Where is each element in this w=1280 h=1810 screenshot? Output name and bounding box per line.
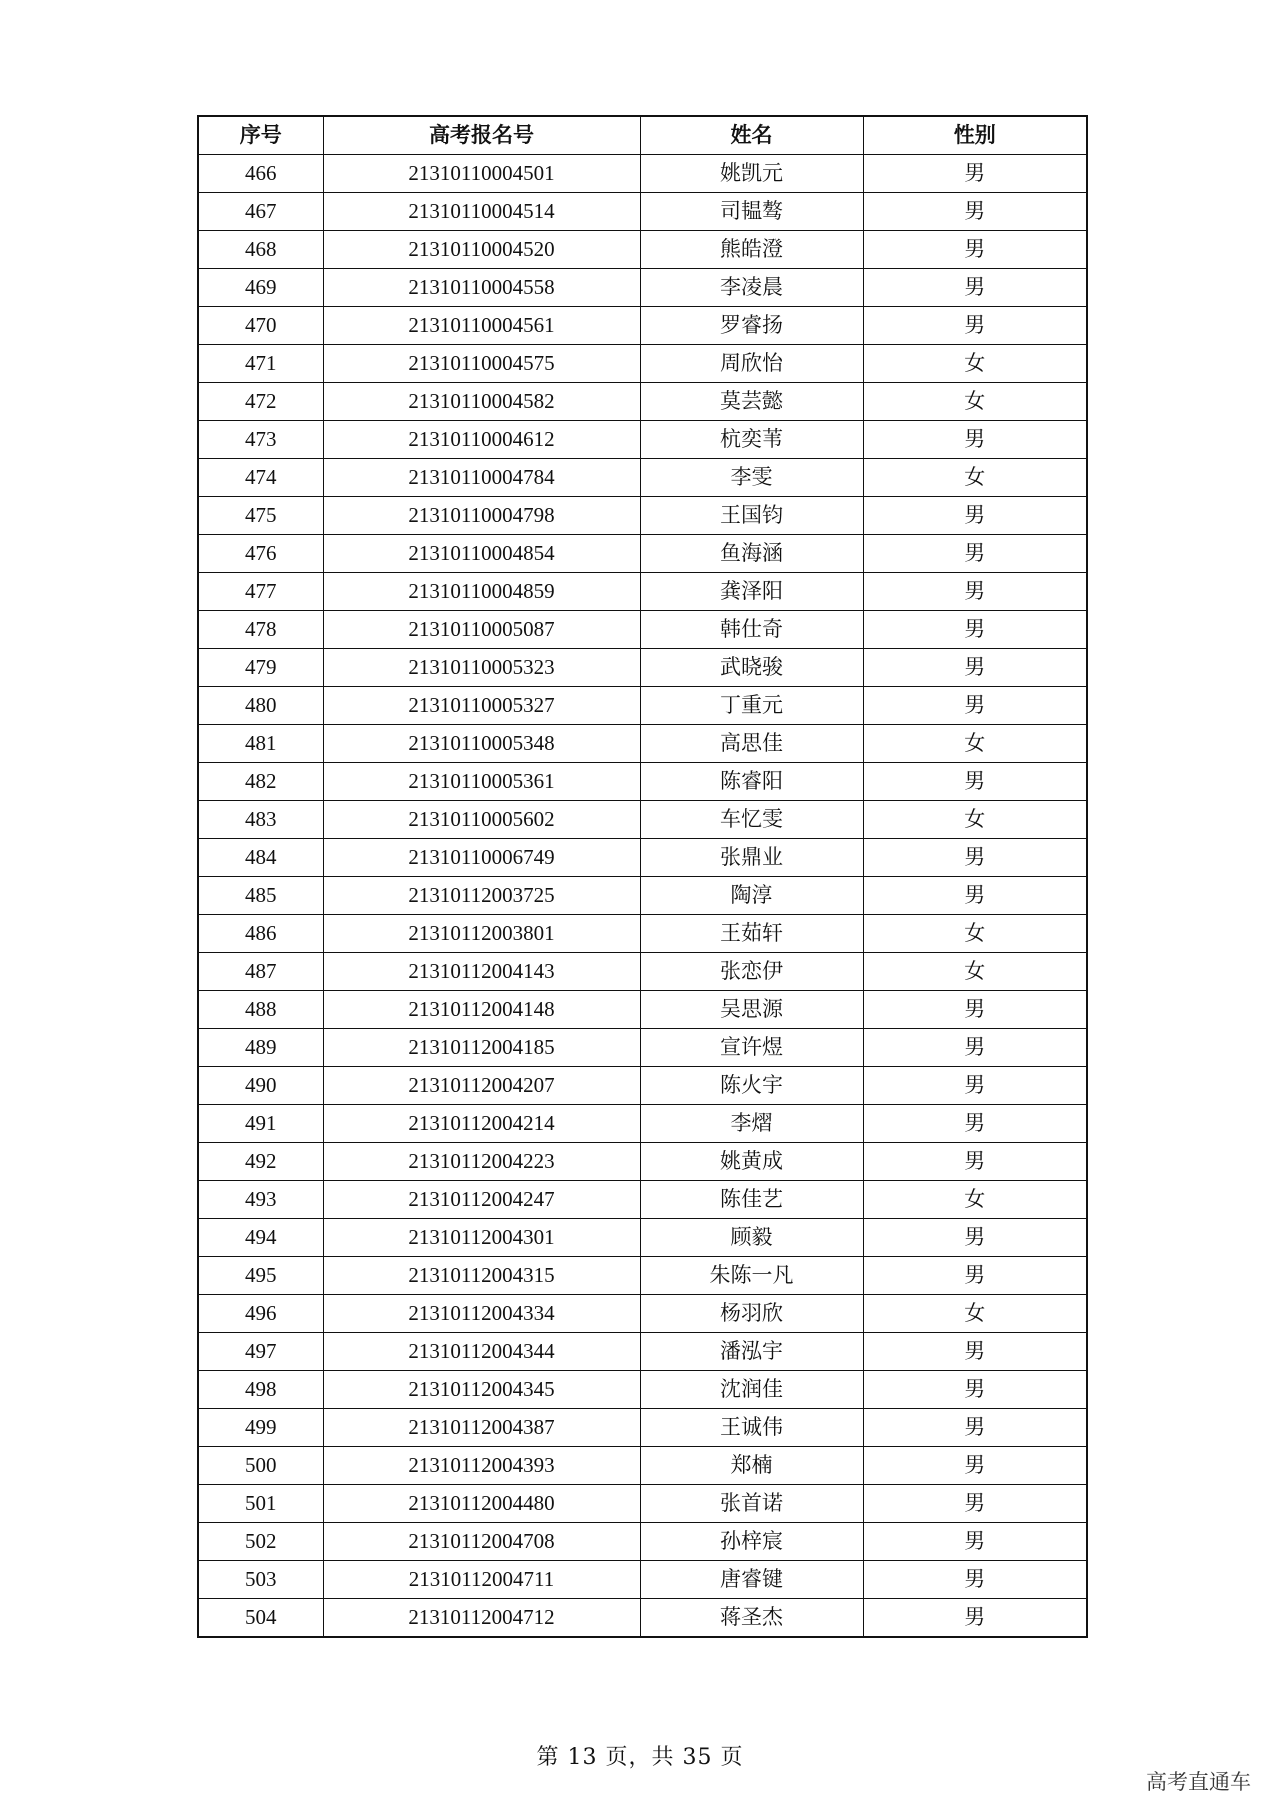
cell-name: 高思佳	[640, 725, 863, 763]
table-row	[198, 1561, 1087, 1599]
cell-gender: 男	[863, 1561, 1087, 1599]
cell-registration-no: 21310110005087	[323, 611, 640, 649]
cell-gender: 女	[863, 1181, 1087, 1219]
table-row	[198, 383, 1087, 421]
table-row	[198, 1181, 1087, 1219]
cell-registration-no: 21310110004582	[323, 383, 640, 421]
cell-seq: 500	[198, 1447, 323, 1485]
cell-seq: 492	[198, 1143, 323, 1181]
cell-name: 李熠	[640, 1105, 863, 1143]
cell-gender: 男	[863, 1371, 1087, 1409]
cell-registration-no: 21310112004344	[323, 1333, 640, 1371]
cell-gender: 男	[863, 1105, 1087, 1143]
cell-seq: 474	[198, 459, 323, 497]
cell-gender: 男	[863, 1219, 1087, 1257]
table-row	[198, 1029, 1087, 1067]
cell-seq: 489	[198, 1029, 323, 1067]
cell-registration-no: 21310110005327	[323, 687, 640, 725]
cell-gender: 男	[863, 839, 1087, 877]
table-row	[198, 1257, 1087, 1295]
table-row	[198, 1143, 1087, 1181]
cell-name: 王国钧	[640, 497, 863, 535]
cell-seq: 467	[198, 193, 323, 231]
cell-registration-no: 21310112004334	[323, 1295, 640, 1333]
cell-seq: 469	[198, 269, 323, 307]
cell-registration-no: 21310110004520	[323, 231, 640, 269]
cell-registration-no: 21310112004214	[323, 1105, 640, 1143]
cell-seq: 502	[198, 1523, 323, 1561]
cell-seq: 501	[198, 1485, 323, 1523]
cell-registration-no: 21310112004247	[323, 1181, 640, 1219]
table-row	[198, 1599, 1087, 1638]
watermark-text: 高考直通车	[1146, 1770, 1251, 1794]
cell-registration-no: 21310110005361	[323, 763, 640, 801]
table-row	[198, 345, 1087, 383]
cell-gender: 男	[863, 1599, 1087, 1638]
cell-seq: 494	[198, 1219, 323, 1257]
cell-seq: 495	[198, 1257, 323, 1295]
cell-name: 熊皓澄	[640, 231, 863, 269]
cell-seq: 478	[198, 611, 323, 649]
cell-seq: 499	[198, 1409, 323, 1447]
cell-gender: 男	[863, 1523, 1087, 1561]
cell-gender: 男	[863, 1485, 1087, 1523]
cell-seq: 473	[198, 421, 323, 459]
cell-name: 李雯	[640, 459, 863, 497]
cell-name: 张鼎业	[640, 839, 863, 877]
table-row	[198, 1523, 1087, 1561]
cell-seq: 498	[198, 1371, 323, 1409]
table-row	[198, 1067, 1087, 1105]
cell-registration-no: 21310112003725	[323, 877, 640, 915]
cell-gender: 女	[863, 1295, 1087, 1333]
table-row	[198, 991, 1087, 1029]
cell-name: 张首诺	[640, 1485, 863, 1523]
table-row	[198, 573, 1087, 611]
cell-name: 郑楠	[640, 1447, 863, 1485]
cell-registration-no: 21310110005323	[323, 649, 640, 687]
cell-registration-no: 21310110004575	[323, 345, 640, 383]
cell-seq: 483	[198, 801, 323, 839]
header-seq: 序号	[198, 116, 323, 155]
cell-seq: 471	[198, 345, 323, 383]
cell-seq: 479	[198, 649, 323, 687]
cell-name: 宣许煜	[640, 1029, 863, 1067]
cell-seq: 484	[198, 839, 323, 877]
table-row	[198, 421, 1087, 459]
cell-name: 丁重元	[640, 687, 863, 725]
cell-name: 罗睿扬	[640, 307, 863, 345]
cell-name: 王诚伟	[640, 1409, 863, 1447]
cell-gender: 男	[863, 421, 1087, 459]
cell-gender: 男	[863, 155, 1087, 193]
header-registration-no: 高考报名号	[323, 116, 640, 155]
cell-registration-no: 21310112004143	[323, 953, 640, 991]
cell-gender: 女	[863, 383, 1087, 421]
table-row	[198, 1409, 1087, 1447]
table-row	[198, 1371, 1087, 1409]
cell-seq: 488	[198, 991, 323, 1029]
cell-name: 鱼海涵	[640, 535, 863, 573]
cell-gender: 男	[863, 573, 1087, 611]
cell-name: 王茹轩	[640, 915, 863, 953]
cell-seq: 482	[198, 763, 323, 801]
cell-registration-no: 21310112004712	[323, 1599, 640, 1638]
cell-name: 张恋伊	[640, 953, 863, 991]
header-name: 姓名	[640, 116, 863, 155]
cell-seq: 468	[198, 231, 323, 269]
cell-gender: 女	[863, 801, 1087, 839]
cell-gender: 男	[863, 497, 1087, 535]
cell-gender: 男	[863, 687, 1087, 725]
cell-seq: 493	[198, 1181, 323, 1219]
cell-name: 姚凯元	[640, 155, 863, 193]
cell-gender: 男	[863, 1333, 1087, 1371]
cell-name: 司韫骜	[640, 193, 863, 231]
cell-gender: 男	[863, 991, 1087, 1029]
cell-registration-no: 21310110005348	[323, 725, 640, 763]
table-row	[198, 611, 1087, 649]
cell-seq: 470	[198, 307, 323, 345]
cell-name: 沈润佳	[640, 1371, 863, 1409]
table-body	[198, 155, 1087, 1638]
cell-name: 陶淳	[640, 877, 863, 915]
table-row	[198, 497, 1087, 535]
cell-registration-no: 21310112004301	[323, 1219, 640, 1257]
cell-gender: 女	[863, 345, 1087, 383]
cell-registration-no: 21310110004854	[323, 535, 640, 573]
cell-name: 姚黄成	[640, 1143, 863, 1181]
cell-gender: 男	[863, 763, 1087, 801]
cell-seq: 485	[198, 877, 323, 915]
cell-registration-no: 21310112004315	[323, 1257, 640, 1295]
cell-registration-no: 21310112004480	[323, 1485, 640, 1523]
cell-name: 唐睿键	[640, 1561, 863, 1599]
table-row	[198, 1295, 1087, 1333]
cell-gender: 男	[863, 231, 1087, 269]
cell-gender: 男	[863, 1067, 1087, 1105]
cell-seq: 496	[198, 1295, 323, 1333]
cell-name: 孙梓宸	[640, 1523, 863, 1561]
cell-name: 周欣怡	[640, 345, 863, 383]
cell-seq: 472	[198, 383, 323, 421]
cell-name: 蒋圣杰	[640, 1599, 863, 1638]
cell-seq: 490	[198, 1067, 323, 1105]
cell-gender: 男	[863, 1409, 1087, 1447]
cell-registration-no: 21310112004387	[323, 1409, 640, 1447]
cell-registration-no: 21310112004711	[323, 1561, 640, 1599]
cell-gender: 男	[863, 535, 1087, 573]
cell-gender: 女	[863, 953, 1087, 991]
cell-gender: 男	[863, 269, 1087, 307]
cell-registration-no: 21310112004393	[323, 1447, 640, 1485]
page-number: 第 13 页，共 35 页	[536, 1745, 744, 1770]
table-row	[198, 801, 1087, 839]
table-row	[198, 155, 1087, 193]
table-row	[198, 953, 1087, 991]
cell-seq: 491	[198, 1105, 323, 1143]
table-header-row	[198, 116, 1087, 155]
table-row	[198, 725, 1087, 763]
table-row	[198, 763, 1087, 801]
cell-registration-no: 21310112004708	[323, 1523, 640, 1561]
table-row	[198, 1105, 1087, 1143]
cell-name: 武晓骏	[640, 649, 863, 687]
table-row	[198, 839, 1087, 877]
cell-seq: 503	[198, 1561, 323, 1599]
cell-registration-no: 21310112004223	[323, 1143, 640, 1181]
table-row	[198, 459, 1087, 497]
table-row	[198, 269, 1087, 307]
cell-seq: 475	[198, 497, 323, 535]
cell-seq: 480	[198, 687, 323, 725]
cell-name: 吴思源	[640, 991, 863, 1029]
cell-name: 杨羽欣	[640, 1295, 863, 1333]
table-row	[198, 1485, 1087, 1523]
cell-name: 朱陈一凡	[640, 1257, 863, 1295]
cell-gender: 女	[863, 915, 1087, 953]
cell-registration-no: 21310110004784	[323, 459, 640, 497]
cell-registration-no: 21310112004207	[323, 1067, 640, 1105]
admission-roster-table	[197, 115, 1088, 1638]
table-row	[198, 915, 1087, 953]
cell-gender: 男	[863, 307, 1087, 345]
cell-gender: 女	[863, 725, 1087, 763]
cell-name: 车忆雯	[640, 801, 863, 839]
table-row	[198, 687, 1087, 725]
cell-gender: 男	[863, 611, 1087, 649]
cell-seq: 477	[198, 573, 323, 611]
cell-seq: 497	[198, 1333, 323, 1371]
cell-registration-no: 21310110005602	[323, 801, 640, 839]
cell-name: 陈睿阳	[640, 763, 863, 801]
cell-gender: 男	[863, 193, 1087, 231]
cell-registration-no: 21310112003801	[323, 915, 640, 953]
cell-registration-no: 21310112004185	[323, 1029, 640, 1067]
cell-seq: 466	[198, 155, 323, 193]
cell-seq: 476	[198, 535, 323, 573]
cell-gender: 男	[863, 1257, 1087, 1295]
cell-name: 莫芸懿	[640, 383, 863, 421]
cell-gender: 男	[863, 649, 1087, 687]
cell-name: 陈火宇	[640, 1067, 863, 1105]
cell-name: 李凌晨	[640, 269, 863, 307]
table-row	[198, 1333, 1087, 1371]
cell-name: 杭奕苇	[640, 421, 863, 459]
cell-name: 陈佳艺	[640, 1181, 863, 1219]
cell-registration-no: 21310110004859	[323, 573, 640, 611]
table-row	[198, 307, 1087, 345]
cell-name: 顾毅	[640, 1219, 863, 1257]
cell-gender: 男	[863, 1143, 1087, 1181]
cell-gender: 男	[863, 1029, 1087, 1067]
cell-registration-no: 21310110004798	[323, 497, 640, 535]
cell-registration-no: 21310110004612	[323, 421, 640, 459]
header-gender: 性别	[863, 116, 1087, 155]
cell-name: 潘泓宇	[640, 1333, 863, 1371]
cell-seq: 504	[198, 1599, 323, 1638]
cell-registration-no: 21310110004558	[323, 269, 640, 307]
cell-seq: 481	[198, 725, 323, 763]
table-row	[198, 535, 1087, 573]
table-row	[198, 877, 1087, 915]
table-row	[198, 231, 1087, 269]
cell-registration-no: 21310112004148	[323, 991, 640, 1029]
cell-registration-no: 21310110004501	[323, 155, 640, 193]
cell-name: 龚泽阳	[640, 573, 863, 611]
table-row	[198, 1219, 1087, 1257]
cell-seq: 486	[198, 915, 323, 953]
cell-gender: 女	[863, 459, 1087, 497]
cell-registration-no: 21310110004514	[323, 193, 640, 231]
cell-gender: 男	[863, 1447, 1087, 1485]
cell-seq: 487	[198, 953, 323, 991]
cell-registration-no: 21310110004561	[323, 307, 640, 345]
table-row	[198, 1447, 1087, 1485]
table-row	[198, 193, 1087, 231]
cell-registration-no: 21310112004345	[323, 1371, 640, 1409]
table-row	[198, 649, 1087, 687]
cell-name: 韩仕奇	[640, 611, 863, 649]
cell-gender: 男	[863, 877, 1087, 915]
cell-registration-no: 21310110006749	[323, 839, 640, 877]
